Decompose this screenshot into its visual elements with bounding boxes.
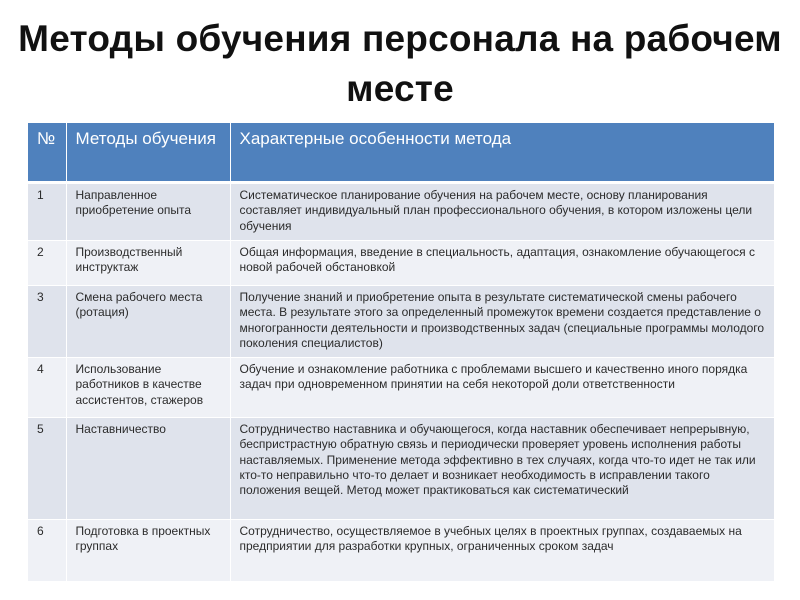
row-number: 3: [28, 286, 66, 358]
row-method: Подготовка в проектных группах: [66, 520, 230, 582]
table-header-row: [28, 123, 774, 183]
header-number: №: [28, 123, 66, 183]
table-row: [28, 358, 774, 418]
methods-table: [28, 123, 774, 582]
row-description: Систематическое планирование обучения на рабочем месте, основу планирования составляет индивидуальный план профессионального обучения, в котором изложены цели обучения: [230, 183, 774, 241]
row-method: Наставничество: [66, 418, 230, 520]
slide-title: Методы обучения персонала на рабочем месте: [18, 18, 782, 109]
table-row: [28, 183, 774, 241]
row-method: Направленное приобретение опыта: [66, 183, 230, 241]
row-description: Обучение и ознакомление работника с проблемами высшего и качественно иного порядка задач при одновременном принятии на себя некоторой доли ответственности: [230, 358, 774, 418]
row-number: 2: [28, 241, 66, 286]
table-row: [28, 286, 774, 358]
row-number: 6: [28, 520, 66, 582]
table-row: [28, 241, 774, 286]
row-number: 1: [28, 183, 66, 241]
methods-table-container: [28, 123, 774, 582]
table-row: [28, 418, 774, 520]
row-description: Получение знаний и приобретение опыта в результате систематической смены рабочего места. В результате этого за определенный промежуток времени создается представление о многогранности деятельности и производственных задач (специальные программы молодого поколения специалистов): [230, 286, 774, 358]
row-method: Использование работников в качестве ассистентов, стажеров: [66, 358, 230, 418]
table-row: [28, 520, 774, 582]
row-description: Сотрудничество, осуществляемое в учебных целях в проектных группах, создаваемых на предприятии для разработки крупных, ограниченных сроком задач: [230, 520, 774, 582]
row-number: 5: [28, 418, 66, 520]
header-description: Характерные особенности метода: [230, 123, 774, 183]
row-method: Смена рабочего места (ротация): [66, 286, 230, 358]
row-method: Производственный инструктаж: [66, 241, 230, 286]
row-description: Общая информация, введение в специальность, адаптация, ознакомление обучающегося с новой рабочей обстановкой: [230, 241, 774, 286]
row-number: 4: [28, 358, 66, 418]
header-method: Методы обучения: [66, 123, 230, 183]
row-description: Сотрудничество наставника и обучающегося, когда наставник обеспечивает непрерывную, беспристрастную обратную связь и периодически проверяет уровень исполнения работы наставляемых. Применение метода эффективно в тех случаях, когда что-то идет не так или кто-то неправильно что-то делает и возникает необходимость в исправлении такого положения вещей. Метод может практиковаться как систематический: [230, 418, 774, 520]
